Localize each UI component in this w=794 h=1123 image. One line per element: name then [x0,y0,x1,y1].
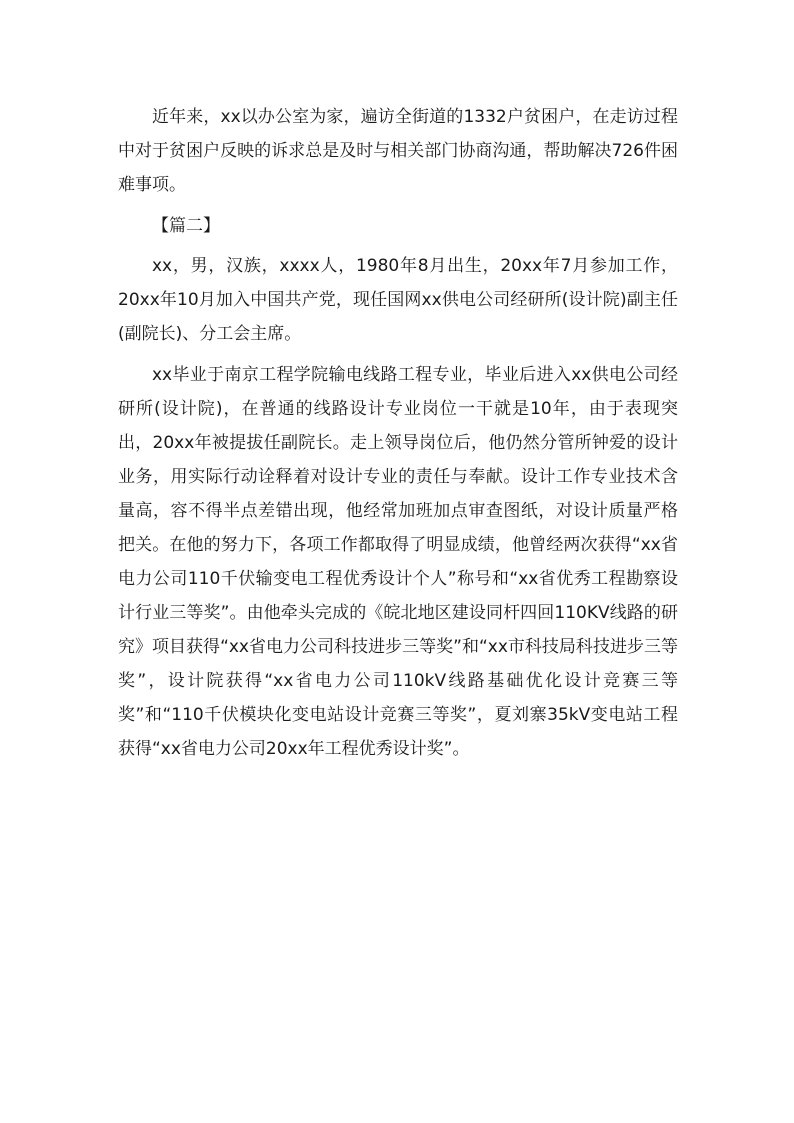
document-body [118,100,678,773]
paragraph-poverty-visits: 近年来，xx以办公室为家，遍访全街道的1332户贫困户，在走访过程中对于贫困户反映的诉求总是及时与相关部门协商沟通，帮助解决726件困难事项。 [118,107,678,195]
section-heading: 【篇二】 [152,216,220,236]
paragraph-achievements: xx毕业于南京工程学院输电线路工程专业，毕业后进入xx供电公司经研所(设计院)，在普通的线路设计专业岗位一干就是10年，由于表现突出，20xx年被提拔任副院长。走上领导岗位后，他仍然分管所钟爱的设计业务，用实际行动诠释着对设计专业的责任与奉献。设计工作专业技术含量高，容不得半点差错出现，他经常加班加点审查图纸，对设计质量严格把关。在他的努力下，各项工作都取得了明显成绩，他曾经两次获得“xx省电力公司110千伏输变电工程优秀设计个人”称号和“xx省优秀工程勘察设计行业三等奖”。由他牵头完成的《皖北地区建设同杆四回110KV线路的研究》项目获得“xx省电力公司科技进步三等奖”和“xx市科技局科技进步三等奖”，设计院获得“xx省电力公司110kV线路基础优化设计竞赛三等奖”和“110千伏模块化变电站设计竞赛三等奖”，夏刘寨35kV变电站工程获得“xx省电力公司20xx年工程优秀设计奖”。 [118,365,678,759]
paragraph-profile: xx，男，汉族，xxxx人，1980年8月出生，20xx年7月参加工作，20xx年10月加入中国共产党，现任国网xx供电公司经研所(设计院)副主任(副院长)、分工会主席。 [118,256,678,344]
